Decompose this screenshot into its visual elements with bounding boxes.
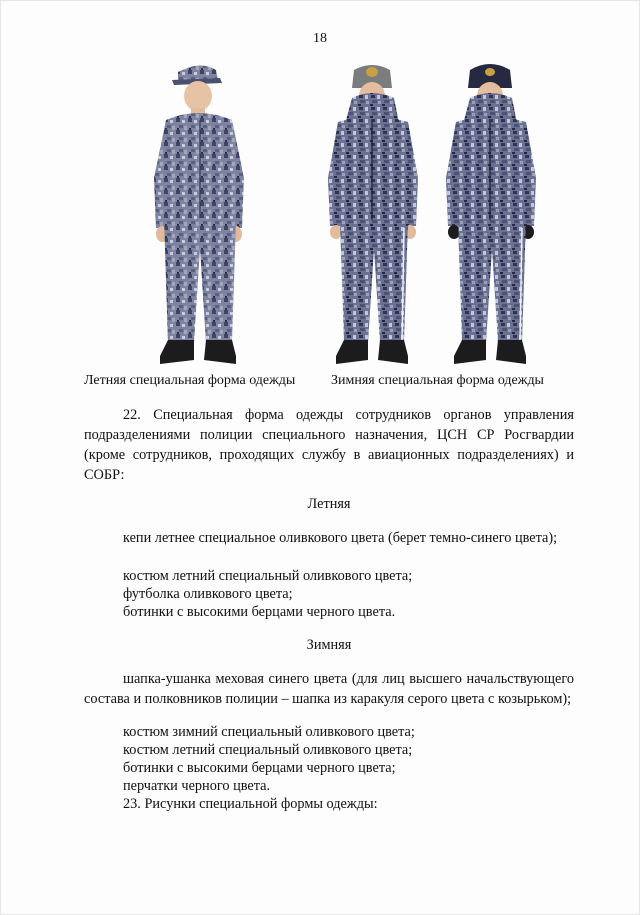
winter-item-2: костюм зимний специальный оливкового цвета; (123, 724, 415, 740)
paragraph-22: 22. Специальная форма одежды сотрудников органов управления подразделениями полиции специального назначения, ЦСН СР Росгвардии (кроме сотрудников, проходящих службу в авиационных подразделениях) и СОБР: (84, 407, 574, 483)
winter-uniform-caption: Зимняя специальная форма одежды (331, 373, 544, 388)
summer-uniform-caption: Летняя специальная форма одежды (84, 373, 296, 388)
winter-heading: Зимняя (306, 637, 352, 653)
winter-item-4: ботинки с высокими берцами черного цвета; (123, 760, 396, 776)
winter-item-1: шапка-ушанка меховая синего цвета (для лиц высшего начальствующего состава и полковников полиции – шапка из каракуля серого цвета с козырьком); (84, 671, 574, 707)
paragraph-23: 23. Рисунки специальной формы одежды: (123, 796, 378, 812)
winter-uniform-illustration-2 (440, 58, 550, 370)
summer-heading: Летняя (307, 496, 351, 512)
summer-uniform-illustration (140, 58, 260, 370)
winter-item-5: перчатки черного цвета. (123, 778, 271, 794)
winter-item-3: костюм летний специальный оливкового цвета; (123, 742, 413, 758)
summer-item-1: кепи летнее специальное оливкового цвета (берет темно-синего цвета); (123, 530, 558, 546)
winter-uniform-illustration-1 (322, 58, 432, 370)
summer-item-4: ботинки с высокими берцами черного цвета. (123, 604, 396, 620)
summer-item-3: футболка оливкового цвета; (123, 586, 293, 602)
summer-item-2: костюм летний специальный оливкового цвета; (123, 568, 413, 584)
page-number: 18 (313, 31, 327, 46)
